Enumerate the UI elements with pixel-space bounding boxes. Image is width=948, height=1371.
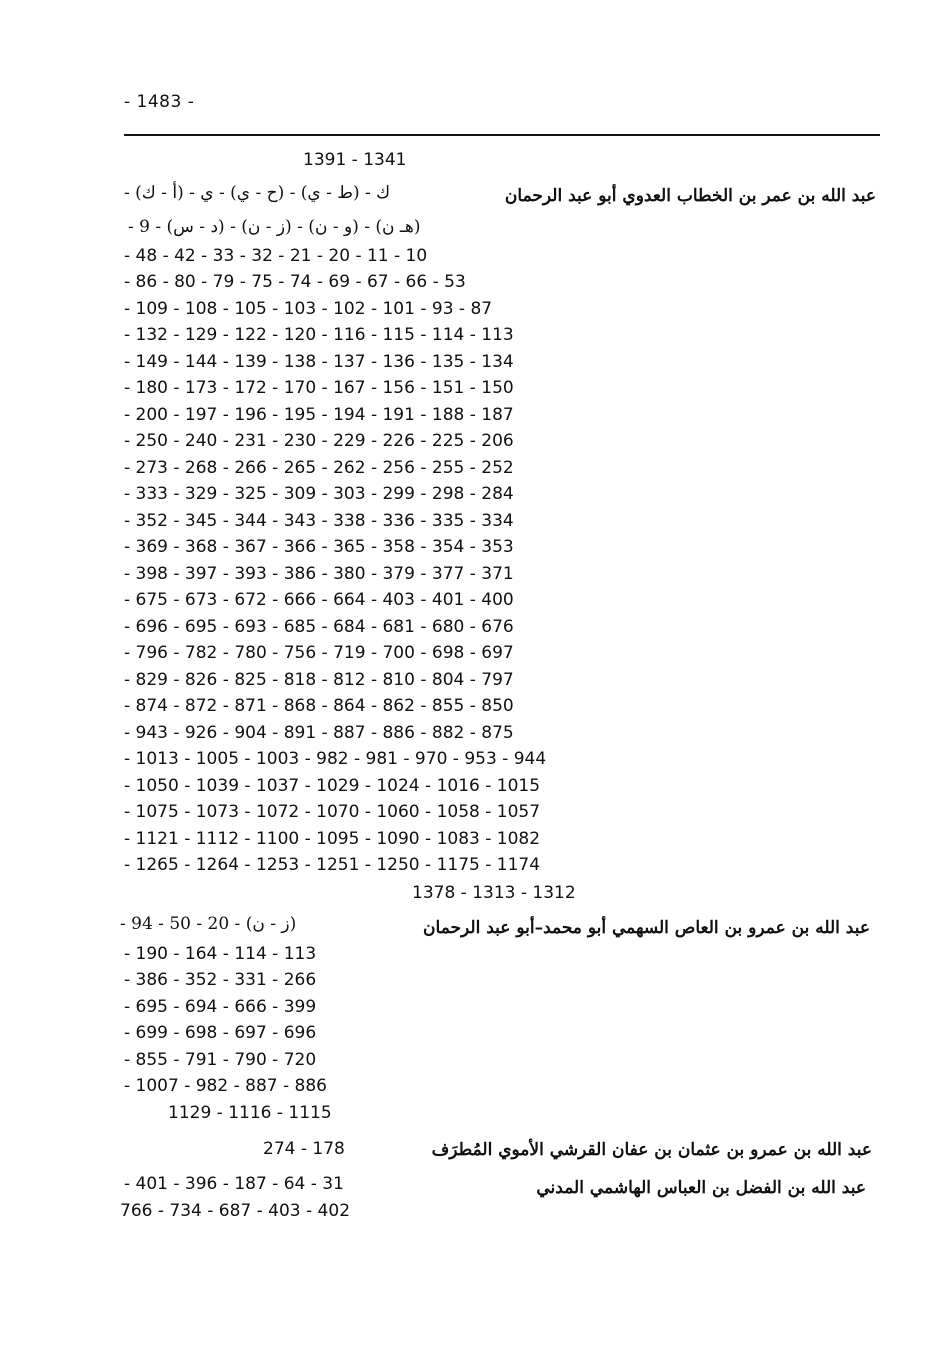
entry-1-number-line: - 829 - 826 - 825 - 818 - 812 - 810 - 804 - 797 — [124, 670, 514, 690]
entry-2-number-line: - 695 - 694 - 666 - 399 — [124, 997, 317, 1017]
entry-1-number-line: - 180 - 173 - 172 - 170 - 167 - 156 - 151 - 150 — [124, 378, 514, 398]
entry-1-code-line-1: - (أ - ك) - ك - (ط - ي) - (ح - ي) - ي — [124, 183, 391, 203]
entry-2-name: عبد الله بن عمرو بن العاص السهمي أبو محمد–أبو عبد الرحمان — [423, 918, 870, 938]
entry-1-number-line: - 333 - 329 - 325 - 309 - 303 - 299 - 298 - 284 — [124, 484, 514, 504]
header-rule — [124, 134, 880, 136]
entry-1-name: عبد الله بن عمر بن الخطاب العدوي أبو عبد الرحمان — [504, 186, 876, 206]
entry-1-number-line: - 132 - 129 - 122 - 120 - 116 - 115 - 114 - 113 — [124, 325, 514, 345]
entry-2-number-line: - 855 - 791 - 790 - 720 — [124, 1050, 317, 1070]
entry-2-last-line: 1129 - 1116 - 1115 — [168, 1103, 332, 1123]
entry-2-first-line: - 94 - 50 - 20 - (ز - ن) — [120, 914, 297, 934]
entry-1-number-line: - 48 - 42 - 33 - 32 - 21 - 20 - 11 - 10 — [124, 246, 428, 266]
entry-1-number-line: - 1265 - 1264 - 1253 - 1251 - 1250 - 1175 - 1174 — [124, 855, 541, 875]
entry-3-name: عبد الله بن عمرو بن عثمان بن عفان القرشي الأموي المُطرَف — [431, 1140, 872, 1160]
entry-4-name: عبد الله بن الفضل بن العباس الهاشمي المدني — [536, 1178, 866, 1198]
entry-1-number-line: - 149 - 144 - 139 - 138 - 137 - 136 - 135 - 134 — [124, 352, 514, 372]
entry-4-first-line: - 401 - 396 - 187 - 64 - 31 — [124, 1174, 344, 1194]
entry-1-number-line: - 1121 - 1112 - 1100 - 1095 - 1090 - 1083 - 1082 — [124, 829, 541, 849]
entry-1-number-line: - 200 - 197 - 196 - 195 - 194 - 191 - 188 - 187 — [124, 405, 514, 425]
entry-1-number-line: - 273 - 268 - 266 - 265 - 262 - 256 - 255 - 252 — [124, 458, 514, 478]
entry-4-last-line: 766 - 734 - 687 - 403 - 402 — [120, 1201, 351, 1221]
entry-1-number-line: - 1050 - 1039 - 1037 - 1029 - 1024 - 1016 - 1015 — [124, 776, 541, 796]
entry-1-number-line: - 369 - 368 - 367 - 366 - 365 - 358 - 354 - 353 — [124, 537, 514, 557]
entry-1-number-line: - 796 - 782 - 780 - 756 - 719 - 700 - 698 - 697 — [124, 643, 514, 663]
entry-1-number-line: - 874 - 872 - 871 - 868 - 864 - 862 - 855 - 850 — [124, 696, 514, 716]
entry-1-number-line: - 250 - 240 - 231 - 230 - 229 - 226 - 225 - 206 — [124, 431, 514, 451]
entry-1-number-line: - 675 - 673 - 672 - 666 - 664 - 403 - 401 - 400 — [124, 590, 514, 610]
entry-1-first-line: 1391 - 1341 — [303, 150, 407, 170]
entry-1-number-line: - 1013 - 1005 - 1003 - 982 - 981 - 970 - 953 - 944 — [124, 749, 547, 769]
entry-1-last-line: 1378 - 1313 - 1312 — [412, 883, 576, 903]
entry-1-number-line: - 352 - 345 - 344 - 343 - 338 - 336 - 335 - 334 — [124, 511, 514, 531]
entry-1-number-line: - 86 - 80 - 79 - 75 - 74 - 69 - 67 - 66 - 53 — [124, 272, 466, 292]
entry-2-number-line: - 190 - 164 - 114 - 113 — [124, 944, 317, 964]
entry-1-number-line: - 398 - 397 - 393 - 386 - 380 - 379 - 377 - 371 — [124, 564, 514, 584]
entry-1-number-line: - 1075 - 1073 - 1072 - 1070 - 1060 - 1058 - 1057 — [124, 802, 541, 822]
entry-1-number-line: - 109 - 108 - 105 - 103 - 102 - 101 - 93 - 87 — [124, 299, 493, 319]
page-number: - 1483 - — [124, 92, 195, 112]
entry-2-number-line: - 699 - 698 - 697 - 696 — [124, 1023, 317, 1043]
entry-2-number-line: - 1007 - 982 - 887 - 886 — [124, 1076, 327, 1096]
entry-3-first-line: 274 - 178 — [263, 1139, 345, 1159]
entry-1-code-line-2: - 9 - (د - س) - (ز - ن) - (و - ن) - (هـ ن) — [128, 217, 421, 237]
entry-2-number-line: - 386 - 352 - 331 - 266 — [124, 970, 317, 990]
entry-1-number-line: - 696 - 695 - 693 - 685 - 684 - 681 - 680 - 676 — [124, 617, 514, 637]
entry-1-number-line: - 943 - 926 - 904 - 891 - 887 - 886 - 882 - 875 — [124, 723, 514, 743]
